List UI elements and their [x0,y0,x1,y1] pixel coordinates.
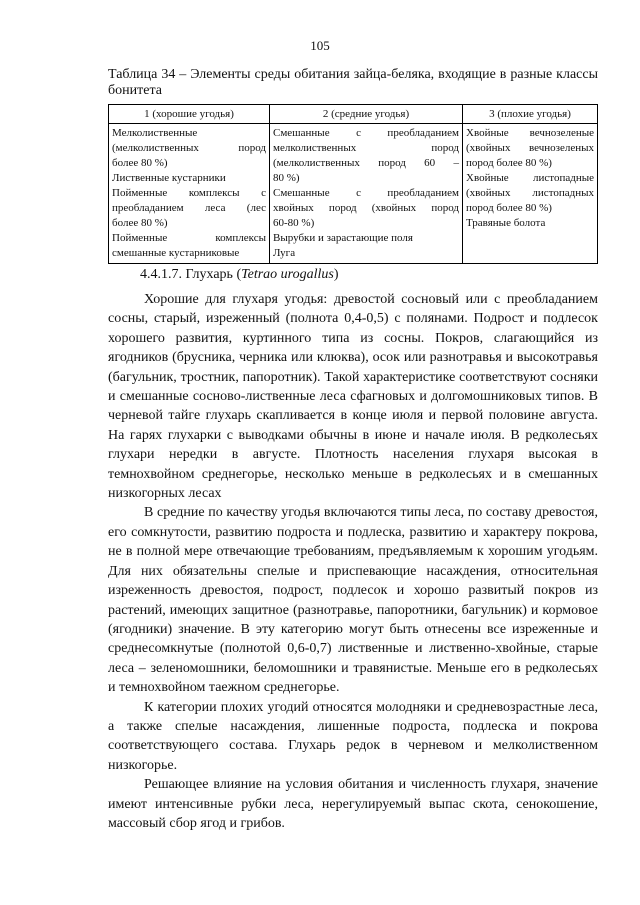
cell-poor-habitat [463,124,598,264]
section-heading [140,267,339,283]
table-header-row [109,105,598,124]
cell-line: 60-80 %) [273,217,315,229]
heading-text: 4.4.1.7. Глухарь ( [140,267,242,282]
cell-line: мелколиственных пород [273,142,459,154]
cell-line: преобладанием леса (лес [112,202,266,214]
cell-line: Пойменные комплексы [112,232,266,244]
paragraph-good-habitat: Хорошие для глухаря угодья: древостой сосновый или с преобладанием сосны, старый, изреженный (полнота 0,4-0,5) с полянами. Подрост и подлесок хорошего развития, куртинного типа из сосны. Покров, слагающийся из ягодников (брусника, черника или клюква), осок или разнотравья и высокотравья (багульник, тростник, папоротник). Такой характеристике соответствуют сосняки и смешанные сосново-лиственные леса сфагновых и долгомошниковых типов. В черневой тайге глухарь скапливается в конце июля и первой половине августа. На гарях глухарки с выводками обычны в июне и начале июля. В редколесьях глухари нередки в августе. Плотность населения глухаря высокая в темнохвойном среднегорье, несколько меньше в редколесьях и в смешанных низкогорных лесах [108,292,598,502]
cell-line: Лиственные кустарники [112,172,226,184]
cell-line: Хвойные вечнозеленые [466,127,594,139]
cell-line: Мелколиственные [112,127,198,139]
cell-good-habitat [109,124,270,264]
cell-line: Смешанные с преобладанием [273,127,459,139]
cell-line: Пойменные комплексы с [112,187,266,199]
cell-line: Луга [273,247,296,259]
cell-line: (мелколиственных пород 60 – [273,157,459,169]
table-caption: Таблица 34 – Элементы среды обитания зайца-беляка, входящие в разные классы бонитета [108,67,598,98]
cell-line: более 80 %) [112,157,168,169]
heading-text-end: ) [333,267,339,282]
paragraph-influences: Решающее влияние на условия обитания и численность глухаря, значение имеют интенсивные рубки леса, нерегулируемый выпас скота, сенокошение, массовый сбор ягод и грибов. [108,777,598,831]
table-row [109,124,598,264]
cell-line: хвойных пород (хвойных пород [273,202,459,214]
cell-line: (хвойных вечнозеленых [466,142,594,154]
header-medium-habitat: 2 (средние угодья) [270,105,463,124]
heading-latin-name: Tetrao urogallus [241,267,334,282]
cell-line: (хвойных листопадных [466,187,594,199]
cell-line: Травяные болота [466,217,546,229]
cell-line: Смешанные с преобладанием [273,187,459,199]
cell-line: 80 %) [273,172,300,184]
cell-line: смешанные кустарниковые [112,247,240,259]
habitat-table [108,104,598,264]
cell-line: (мелколиственных пород [112,142,266,154]
cell-line: Вырубки и зарастающие поля [273,232,413,244]
paragraph-medium-habitat: В средние по качеству угодья включаются типы леса, по составу древостоя, его сомкнутости, развитию подроста и подлеска, развитию и характеру покрова, не в полной мере отвечающие требованиям, предъявляемым к хорошим угодьям. Для них обязательны спелые и приспевающие насаждения, относительная изреженность древостоя, подрост, подлесок и хорошо развитый покров из растений, имеющих защитное (разнотравье, папоротники, багульник) и кормовое (ягодники) значение. В эту категорию могут быть отнесены все изреженные и среднесомкнутые (полнотой 0,6-0,7) лиственные и лиственно-хвойные, старые леса – зеленомошники, беломошники и травянистые. Меньше его в редколесьях и темнохвойном таежном среднегорье. [108,505,598,696]
cell-line: Хвойные листопадные [466,172,594,184]
header-poor-habitat: 3 (плохие угодья) [463,105,598,124]
paragraph-poor-habitat: К категории плохих угодий относятся молодняки и средневозрастные леса, а также спелые насаждения, лишенные подроста, подлеска и покрова соответствующего состава. Глухарь редок в черневом и мелколиственном низкогорье. [108,699,598,773]
cell-medium-habitat [270,124,463,264]
page-number: 105 [310,38,330,53]
cell-line: пород более 80 %) [466,202,552,214]
cell-line: более 80 %) [112,217,168,229]
cell-line: пород более 80 %) [466,157,552,169]
header-good-habitat: 1 (хорошие угодья) [109,105,270,124]
section-body [108,290,598,833]
